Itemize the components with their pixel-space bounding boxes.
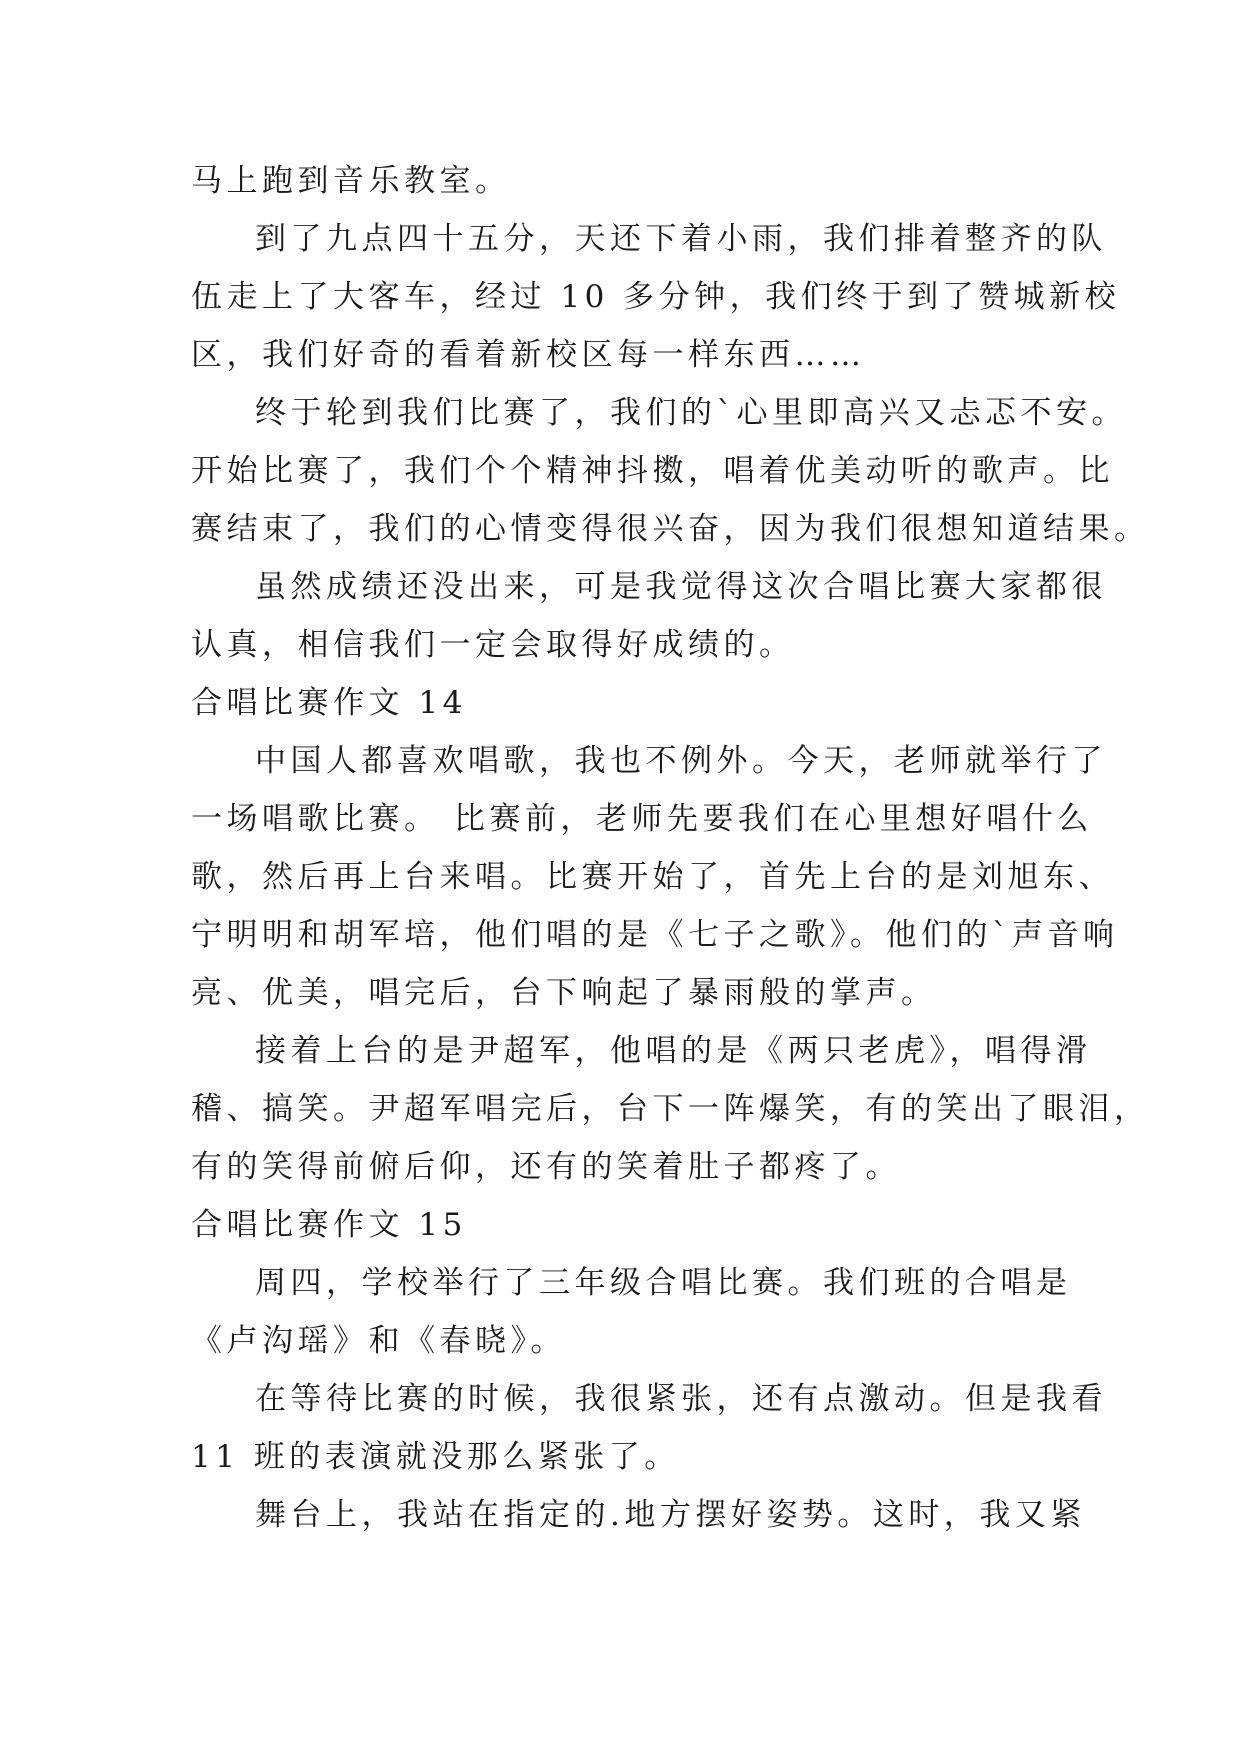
text-line: 马上跑到音乐教室。 <box>191 163 511 199</box>
text-line: 中国人都喜欢唱歌，我也不例外。今天，老师就举行了 <box>255 743 1107 779</box>
text-line: 亮、优美，唱完后，台下响起了暴雨般的掌声。 <box>191 975 937 1011</box>
text-line: 《卢沟瑶》和《春晓》。 <box>191 1323 566 1359</box>
text-line: 接着上台的是尹超军，他唱的是《两只老虎》，唱得滑 <box>255 1033 1092 1069</box>
text-line: 宁明明和胡军培，他们唱的是《七子之歌》。他们的`声音响 <box>191 917 1119 953</box>
section-heading: 合唱比赛作文 15 <box>191 1207 467 1243</box>
text-line: 有的笑得前俯后仰，还有的笑着肚子都疼了。 <box>191 1149 901 1185</box>
text-line: 伍走上了大客车，经过 10 多分钟，我们终于到了赞城新校 <box>191 279 1121 315</box>
text-line: 歌，然后再上台来唱。比赛开始了，首先上台的是刘旭东、 <box>191 859 1114 895</box>
section-heading: 合唱比赛作文 14 <box>191 685 467 721</box>
text-line: 区，我们好奇的看着新校区每一样东西…… <box>191 337 866 373</box>
document-body <box>191 152 1150 1544</box>
text-line: 终于轮到我们比赛了，我们的`心里即高兴又忐忑不安。 <box>255 395 1127 431</box>
text-line: 一场唱歌比赛。 比赛前，老师先要我们在心里想好唱什么 <box>191 801 1093 837</box>
text-line: 舞台上，我站在指定的.地方摆好姿势。这时，我又紧 <box>255 1497 1086 1533</box>
text-line: 在等待比赛的时候，我很紧张，还有点激动。但是我看 <box>255 1381 1107 1417</box>
text-line: 到了九点四十五分，天还下着小雨，我们排着整齐的队 <box>255 221 1107 257</box>
text-line: 虽然成绩还没出来，可是我觉得这次合唱比赛大家都很 <box>255 569 1107 605</box>
text-line: 开始比赛了，我们个个精神抖擞，唱着优美动听的歌声。比 <box>191 453 1114 489</box>
text-line: 周四，学校举行了三年级合唱比赛。我们班的合唱是 <box>255 1265 1072 1301</box>
text-line: 11 班的表演就没那么紧张了。 <box>191 1439 680 1475</box>
text-line: 赛结束了，我们的心情变得很兴奋，因为我们很想知道结果。 <box>191 511 1150 547</box>
text-line: 认真，相信我们一定会取得好成绩的。 <box>191 627 795 663</box>
text-line: 稽、搞笑。尹超军唱完后，台下一阵爆笑，有的笑出了眼泪， <box>191 1091 1150 1127</box>
